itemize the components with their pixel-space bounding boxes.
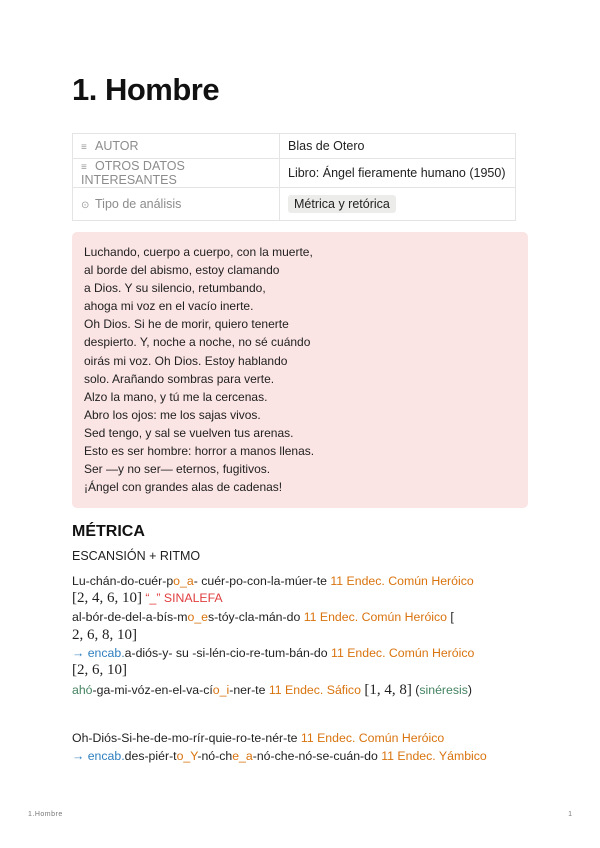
scansion-line-3: → encab.a-diós-y- su -si-lén-cio-re-tum-bán-do 11 Endec. Común Heróico <box>72 646 475 660</box>
scansion-line-6: → encab.des-piér-to_Y-nó-che_a-nó-che-nó-se-cuán-do 11 Endec. Yámbico <box>72 749 487 763</box>
sineresis-label: sinéresis <box>419 683 468 697</box>
poem-line: ahoga mi voz en el vacío inerte. <box>84 299 254 314</box>
select-tag[interactable]: Métrica y retórica <box>288 195 396 213</box>
poem-line: Esto es ser hombre: horror a manos llenas. <box>84 444 315 459</box>
synalepha-mark: e_a <box>232 749 253 763</box>
section-heading: MÉTRICA <box>72 523 145 540</box>
scansion-stress-1 <box>72 590 223 607</box>
meter-tag: 11 Endec. Común Heróico <box>303 610 448 624</box>
meter-tag: 11 Endec. Sáfico <box>268 683 365 697</box>
scansion-stress-3 <box>72 662 127 679</box>
poem-line: Sed tengo, y sal se vuelven tus arenas. <box>84 425 294 440</box>
scansion-stress-2 <box>72 627 137 644</box>
synalepha-mark: o_a <box>173 574 194 588</box>
property-key: Tipo de análisis <box>95 197 182 211</box>
property-key: OTROS DATOS INTERESANTES <box>81 159 185 187</box>
select-icon: ⊙ <box>81 200 90 211</box>
meter-tag: 11 Endec. Yámbico <box>381 749 487 763</box>
scansion-line-2: al-bór-de-del-a-bís-mo_es-tóy-cla-mán-do 11 Endec. Común Heróico [ <box>72 610 454 624</box>
meter-tag: 11 Endec. Común Heróico <box>331 646 475 660</box>
arrow-icon: → <box>72 749 88 763</box>
poem-line: oirás mi voz. Oh Dios. Estoy hablando <box>84 353 288 368</box>
stress-pattern: [2, 4, 6, 10] <box>72 590 142 606</box>
footer-page-number: 1 <box>568 811 572 818</box>
poem-line: solo. Arañando sombras para verte. <box>84 371 275 386</box>
stress-pattern: 2, 6, 8, 10] <box>72 627 137 643</box>
poem-line: a Dios. Y su silencio, retumbando, <box>84 281 266 296</box>
meter-tag: 11 Endec. Común Heróico <box>330 574 474 588</box>
property-value[interactable]: Blas de Otero <box>280 134 516 159</box>
sinalefa-note: “_” SINALEFA <box>142 591 223 605</box>
section-subheading: ESCANSIÓN + RITMO <box>72 549 201 563</box>
poem-line: al borde del abismo, estoy clamando <box>84 263 280 278</box>
arrow-icon: → <box>72 646 88 660</box>
poem-line: despierto. Y, noche a noche, no sé cuándo <box>84 335 311 350</box>
poem-line: Ser —y no ser— eternos, fugitivos. <box>84 462 271 477</box>
encabalgamiento-label: encab. <box>87 749 125 763</box>
poem-line: Alzo la mano, y tú me la cercenas. <box>84 389 268 404</box>
list-icon: ≡ <box>81 142 87 153</box>
property-row-tipo-analisis[interactable] <box>73 188 516 221</box>
scansion-line-4: ahó-ga-mi-vóz-en-el-va-cío_i-ner-te 11 Endec. Sáfico [1, 4, 8] (sinéresis) <box>72 682 472 698</box>
stress-pattern: [1, 4, 8] <box>364 682 412 698</box>
sineresis-mark: ahó <box>72 683 93 697</box>
poem-callout <box>72 232 528 508</box>
meter-tag: 11 Endec. Común Heróico <box>300 731 445 745</box>
list-icon: ≡ <box>81 162 87 173</box>
poem-line: Oh Dios. Si he de morir, quiero tenerte <box>84 317 289 332</box>
property-value[interactable]: Libro: Ángel fieramente humano (1950) <box>280 159 516 188</box>
synalepha-mark: o_Y <box>176 749 198 763</box>
properties-table <box>72 133 516 221</box>
stress-pattern: [2, 6, 10] <box>72 662 127 678</box>
page-title: 1. Hombre <box>72 72 220 107</box>
property-row-otros-datos[interactable] <box>73 159 516 188</box>
property-key: AUTOR <box>95 139 139 153</box>
poem-line: Luchando, cuerpo a cuerpo, con la muerte, <box>84 245 313 259</box>
encabalgamiento-label: encab. <box>87 646 125 660</box>
property-row-autor[interactable] <box>73 134 516 159</box>
scansion-line-1: Lu-chán-do-cuér-po_a- cuér-po-con-la-múer-te 11 Endec. Común Heróico <box>72 574 474 588</box>
footer-page-name: 1.Hombre <box>28 811 63 818</box>
poem-line: ¡Ángel con grandes alas de cadenas! <box>84 480 283 495</box>
scansion-line-5: Oh-Diós-Si-he-de-mo-rír-quie-ro-te-nér-te 11 Endec. Común Heróico <box>72 731 445 745</box>
poem-line: Abro los ojos: me los sajas vivos. <box>84 407 261 422</box>
synalepha-mark: o_i <box>212 683 230 697</box>
synalepha-mark: o_e <box>187 610 209 624</box>
